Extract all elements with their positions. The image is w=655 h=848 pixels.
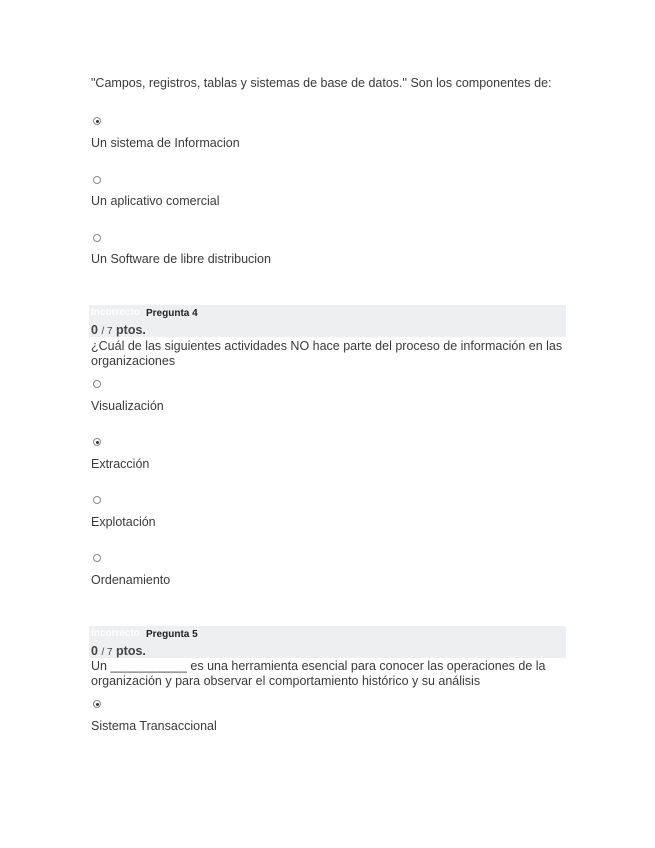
option-label: Ordenamiento: [91, 573, 171, 587]
option-label: Explotación: [91, 515, 156, 529]
score: 0 / 7 ptos.: [91, 644, 146, 658]
option-label: Un sistema de Informacion: [91, 136, 240, 150]
radio-option-1[interactable]: [93, 117, 101, 125]
radio-option-4[interactable]: [93, 554, 101, 562]
score: 0 / 7 ptos.: [91, 323, 146, 337]
radio-option-1[interactable]: [93, 700, 101, 708]
question-4-header: [89, 305, 566, 337]
status-badge: Incorrecto: [91, 628, 140, 639]
option-label: Extracción: [91, 457, 150, 471]
question-title: Pregunta 5: [146, 629, 198, 640]
radio-option-3[interactable]: [93, 234, 101, 242]
question-3-text: "Campos, registros, tablas y sistemas de base de datos." Son los componentes de:: [91, 76, 552, 90]
radio-option-1[interactable]: [93, 380, 101, 388]
question-5-text: Un ___________ es una herramienta esencial para conocer las operaciones de la organización y para observar el comportamiento histórico y su análisis: [91, 659, 546, 688]
option-label: Visualización: [91, 399, 164, 413]
question-4-text: ¿Cuál de las siguientes actividades NO hace parte del proceso de información en las organizaciones: [91, 339, 563, 368]
option-label: Un aplicativo comercial: [91, 194, 220, 208]
option-label: Sistema Transaccional: [91, 719, 217, 733]
radio-option-3[interactable]: [93, 496, 101, 504]
status-badge: Incorrecto: [91, 307, 140, 318]
option-label: Un Software de libre distribucion: [91, 252, 271, 266]
question-5-header: [89, 626, 566, 658]
radio-option-2[interactable]: [93, 176, 101, 184]
radio-option-2[interactable]: [93, 438, 101, 446]
question-title: Pregunta 4: [146, 308, 198, 319]
